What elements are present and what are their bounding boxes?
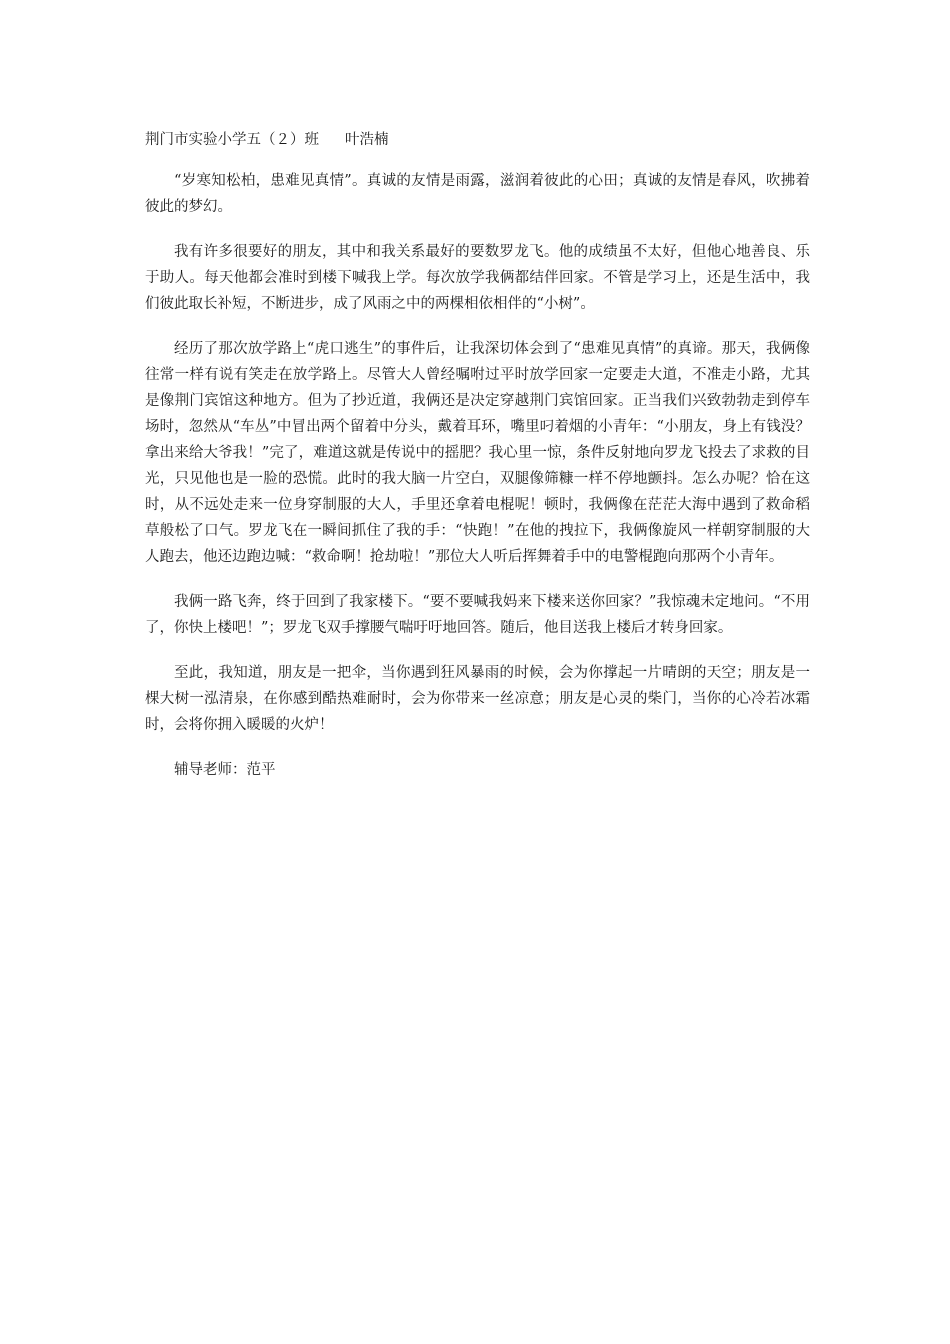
paragraph-opening: “岁寒知松柏，患难见真情”。真诚的友情是雨露，滋润着彼此的心田；真诚的友情是春风，吹拂着彼此的梦幻。 xyxy=(145,173,810,215)
essay-page xyxy=(145,128,810,783)
school-class: 荆门市实验小学五（２）班 xyxy=(145,132,319,148)
byline xyxy=(145,128,810,152)
paragraph-friend-intro: 我有许多很要好的朋友，其中和我关系最好的要数罗龙飞。他的成绩虽不太好，但他心地善良、乐于助人。每天他都会准时到楼下喊我上学。每次放学我俩都结伴回家。不管是学习上，还是生活中，我们彼此取长补短，不断进步，成了风雨之中的两棵相依相伴的“小树”。 xyxy=(145,244,810,312)
paragraph-conclusion: 至此，我知道，朋友是一把伞，当你遇到狂风暴雨的时候，会为你撑起一片晴朗的天空；朋友是一棵大树一泓清泉，在你感到酷热难耐时，会为你带来一丝凉意；朋友是心灵的柴门，当你的心冷若冰霜时，会将你拥入暖暖的火炉！ xyxy=(145,665,810,733)
paragraph-home: 我俩一路飞奔，终于回到了我家楼下。“要不要喊我妈来下楼来送你回家？”我惊魂未定地问。“不用了，你快上楼吧！”；罗龙飞双手撑腰气喘吁吁地回答。随后，他目送我上楼后才转身回家。 xyxy=(145,594,810,636)
author-name: 叶浩楠 xyxy=(345,132,389,148)
paragraph-incident: 经历了那次放学路上“虎口逃生”的事件后，让我深切体会到了“患难见真情”的真谛。那天，我俩像往常一样有说有笑走在放学路上。尽管大人曾经嘱咐过平时放学回家一定要走大道，不准走小路，尤其是像荆门宾馆这种地方。但为了抄近道，我俩还是决定穿越荆门宾馆回家。正当我们兴致勃勃走到停车场时，忽然从“车丛”中冒出两个留着中分头，戴着耳环，嘴里叼着烟的小青年：“小朋友，身上有钱没？拿出来给大爷我！”完了，难道这就是传说中的摇肥？我心里一惊，条件反射地向罗龙飞投去了求救的目光，只见他也是一脸的恐慌。此时的我大脑一片空白，双腿像筛糠一样不停地颤抖。怎么办呢？恰在这时，从不远处走来一位身穿制服的大人，手里还拿着电棍呢！顿时，我俩像在茫茫大海中遇到了救命稻草般松了口气。罗龙飞在一瞬间抓住了我的手：“快跑！”在他的拽拉下，我俩像旋风一样朝穿制服的大人跑去，他还边跑边喊：“救命啊！抢劫啦！”那位大人听后挥舞着手中的电警棍跑向那两个小青年。 xyxy=(145,341,810,565)
advisor-line: 辅导老师：范平 xyxy=(174,762,276,778)
